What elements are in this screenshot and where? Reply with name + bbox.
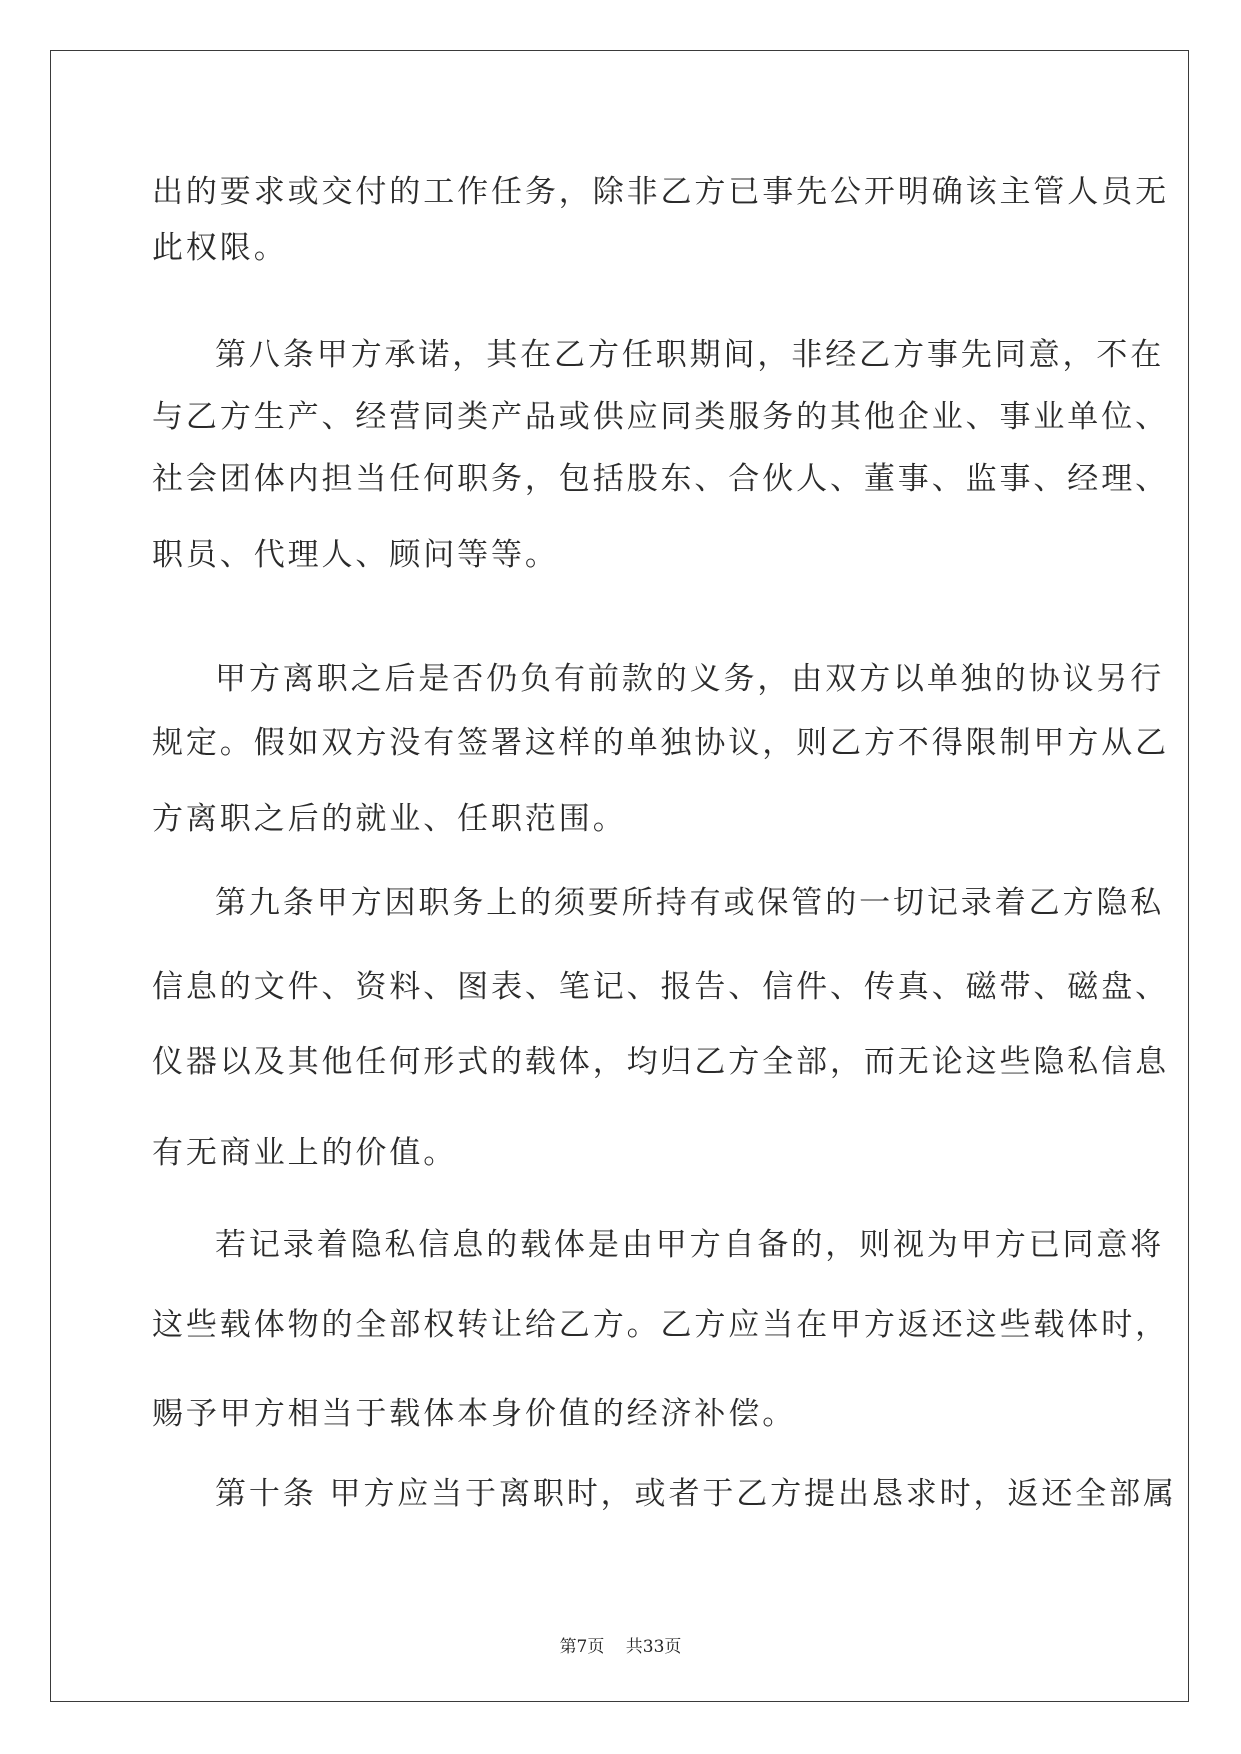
page-number: 第7页 — [559, 1637, 605, 1657]
text-line: 出的要求或交付的工作任务，除非乙方已事先公开明确该主管人员无 — [152, 174, 1169, 210]
text-line: 规定。假如双方没有签署这样的单独协议，则乙方不得限制甲方从乙 — [152, 725, 1169, 761]
text-line: 方离职之后的就业、任职范围。 — [152, 801, 627, 837]
text-line: 甲方离职之后是否仍负有前款的义务，由双方以单独的协议另行 — [215, 661, 1165, 697]
text-line: 与乙方生产、经营同类产品或供应同类服务的其他企业、事业单位、 — [152, 399, 1169, 435]
text-line: 赐予甲方相当于载体本身价值的经济补偿。 — [152, 1396, 797, 1432]
text-line: 有无商业上的价值。 — [152, 1135, 458, 1171]
text-line: 信息的文件、资料、图表、笔记、报告、信件、传真、磁带、磁盘、 — [152, 969, 1169, 1005]
page-total: 共33页 — [625, 1637, 682, 1657]
text-line: 社会团体内担当任何职务，包括股东、合伙人、董事、监事、经理、 — [152, 461, 1169, 497]
page-footer — [0, 1632, 1241, 1657]
text-line: 职员、代理人、顾问等等。 — [152, 537, 559, 573]
page-border — [50, 50, 1189, 1702]
text-line: 这些载体物的全部权转让给乙方。乙方应当在甲方返还这些载体时， — [152, 1307, 1169, 1343]
text-line: 第十条 甲方应当于离职时，或者于乙方提出恳求时，返还全部属 — [215, 1476, 1177, 1512]
text-line: 第八条甲方承诺，其在乙方任职期间，非经乙方事先同意，不在 — [215, 337, 1165, 373]
text-line: 若记录着隐私信息的载体是由甲方自备的，则视为甲方已同意将 — [215, 1227, 1165, 1263]
text-line: 此权限。 — [152, 230, 288, 266]
text-line: 仪器以及其他任何形式的载体，均归乙方全部，而无论这些隐私信息 — [152, 1044, 1169, 1080]
text-line: 第九条甲方因职务上的须要所持有或保管的一切记录着乙方隐私 — [215, 885, 1165, 921]
